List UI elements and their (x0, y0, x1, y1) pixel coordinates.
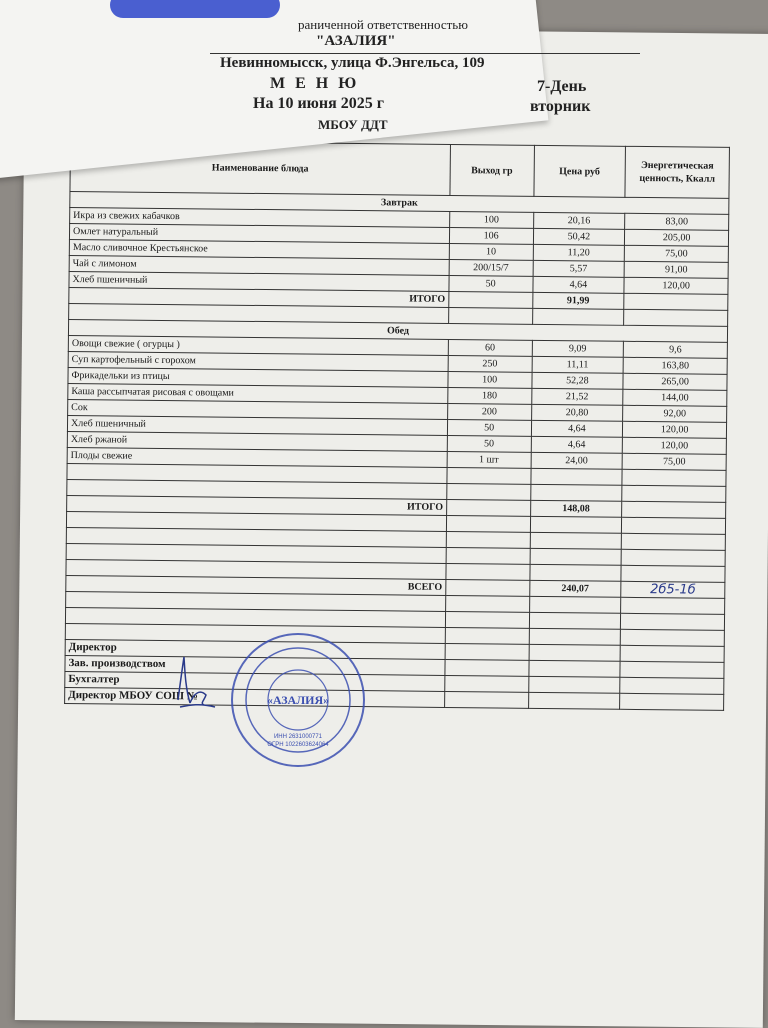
breakfast-energy: 205,00 (625, 229, 729, 246)
lunch-yield: 180 (448, 387, 532, 404)
lunch-yield: 50 (447, 435, 531, 452)
lunch-total-label: ИТОГО (67, 495, 447, 515)
lunch-total-price: 148,08 (530, 500, 622, 517)
lunch-price: 11,11 (532, 356, 624, 373)
breakfast-energy: 120,00 (624, 277, 728, 294)
grand-total-energy-handwritten: 2б5-1б (621, 581, 725, 598)
breakfast-price: 20,16 (533, 212, 625, 229)
breakfast-name: Омлет натуральный (69, 224, 449, 244)
lunch-name: Сок (68, 399, 448, 419)
round-stamp (228, 630, 368, 770)
breakfast-name: Чай с лимоном (69, 255, 449, 275)
lunch-energy: 92,00 (623, 405, 727, 422)
breakfast-energy: 75,00 (624, 245, 728, 262)
lunch-yield: 250 (448, 355, 532, 372)
breakfast-price: 50,42 (533, 228, 625, 245)
lunch-name: Суп картофельный с горохом (68, 351, 448, 371)
grand-total-label: ВСЕГО (66, 575, 446, 595)
stamp-inn: ИНН 2631000771 (273, 734, 323, 740)
lunch-energy: 9,6 (623, 341, 727, 358)
breakfast-name: Масло сливочное Крестьянское (69, 239, 449, 259)
lunch-yield: 200 (447, 403, 531, 420)
stamp-ogrn: ОГРН 1022603624064 (267, 742, 329, 748)
school-director-label: Директор МБОУ СОШ № (65, 687, 445, 707)
lunch-name: Хлеб пшеничный (67, 415, 447, 435)
grand-total-price: 240,07 (529, 580, 621, 597)
org-type: раниченной ответственностью (298, 17, 468, 32)
breakfast-price: 5,57 (533, 260, 625, 277)
lunch-energy: 120,00 (623, 421, 727, 438)
lunch-energy: 75,00 (622, 453, 726, 470)
lunch-energy: 120,00 (622, 437, 726, 454)
org-name: "АЗАЛИЯ" (316, 33, 396, 49)
lunch-energy: 144,00 (623, 389, 727, 406)
lunch-energy: 163,80 (623, 357, 727, 374)
lunch-price: 21,52 (531, 388, 623, 405)
lunch-title: Обед (68, 319, 727, 342)
lunch-price: 4,64 (531, 436, 623, 453)
menu-table (64, 140, 730, 711)
lunch-price: 20,80 (531, 404, 623, 421)
lunch-name: Плоды свежие (67, 447, 447, 467)
header-energy: Энергетическая ценность, Ккалл (625, 146, 729, 198)
lunch-price: 4,64 (531, 420, 623, 437)
breakfast-name: Икра из свежих кабачков (70, 208, 450, 228)
accountant-label: Бухгалтер (65, 671, 445, 691)
org-underline (210, 53, 640, 54)
lunch-yield: 1 шт (447, 451, 531, 468)
lunch-energy: 265,00 (623, 373, 727, 390)
breakfast-total-label: ИТОГО (69, 287, 449, 307)
breakfast-price: 4,64 (532, 276, 624, 293)
breakfast-yield: 10 (449, 243, 533, 260)
weekday: вторник (530, 98, 591, 115)
lunch-name: Хлеб ржаной (67, 431, 447, 451)
lunch-name: Каша рассыпчатая рисовая с овощами (68, 383, 448, 403)
breakfast-name: Хлеб пшеничный (69, 271, 449, 291)
director-label: Директор (65, 639, 445, 659)
lunch-yield: 100 (448, 371, 532, 388)
lunch-name: Фрикадельки из птицы (68, 367, 448, 387)
lunch-yield: 60 (448, 339, 532, 356)
lunch-name: Овощи свежие ( огурцы ) (68, 335, 448, 355)
menu-title: М Е Н Ю (270, 75, 360, 92)
breakfast-energy: 91,00 (624, 261, 728, 278)
production-head-label: Зав. производством (65, 655, 445, 675)
breakfast-yield: 100 (449, 211, 533, 228)
stamp-center-text: «АЗАЛИЯ» (266, 693, 330, 707)
school-name: МБОУ ДДТ (318, 117, 388, 132)
address: Невинномысск, улица Ф.Энгельса, 109 (220, 55, 485, 71)
breakfast-yield: 200/15/7 (449, 259, 533, 276)
header-yield: Выход гр (450, 144, 534, 196)
breakfast-title: Завтрак (70, 192, 729, 215)
breakfast-price: 11,20 (533, 244, 625, 261)
handwritten-signature (160, 645, 230, 715)
breakfast-total-price: 91,99 (532, 292, 624, 309)
header-price: Цена руб (533, 145, 625, 197)
lunch-price: 52,28 (531, 372, 623, 389)
day-number: 7-День (537, 78, 587, 95)
breakfast-yield: 50 (449, 275, 533, 292)
menu-date: На 10 июня 2025 г (253, 95, 385, 112)
lunch-yield: 50 (447, 419, 531, 436)
lunch-price: 9,09 (532, 340, 624, 357)
breakfast-energy: 83,00 (625, 213, 729, 230)
lunch-price: 24,00 (531, 452, 623, 469)
breakfast-yield: 106 (449, 227, 533, 244)
header-name: Наименование блюда (70, 141, 450, 196)
blue-object (110, 0, 280, 18)
